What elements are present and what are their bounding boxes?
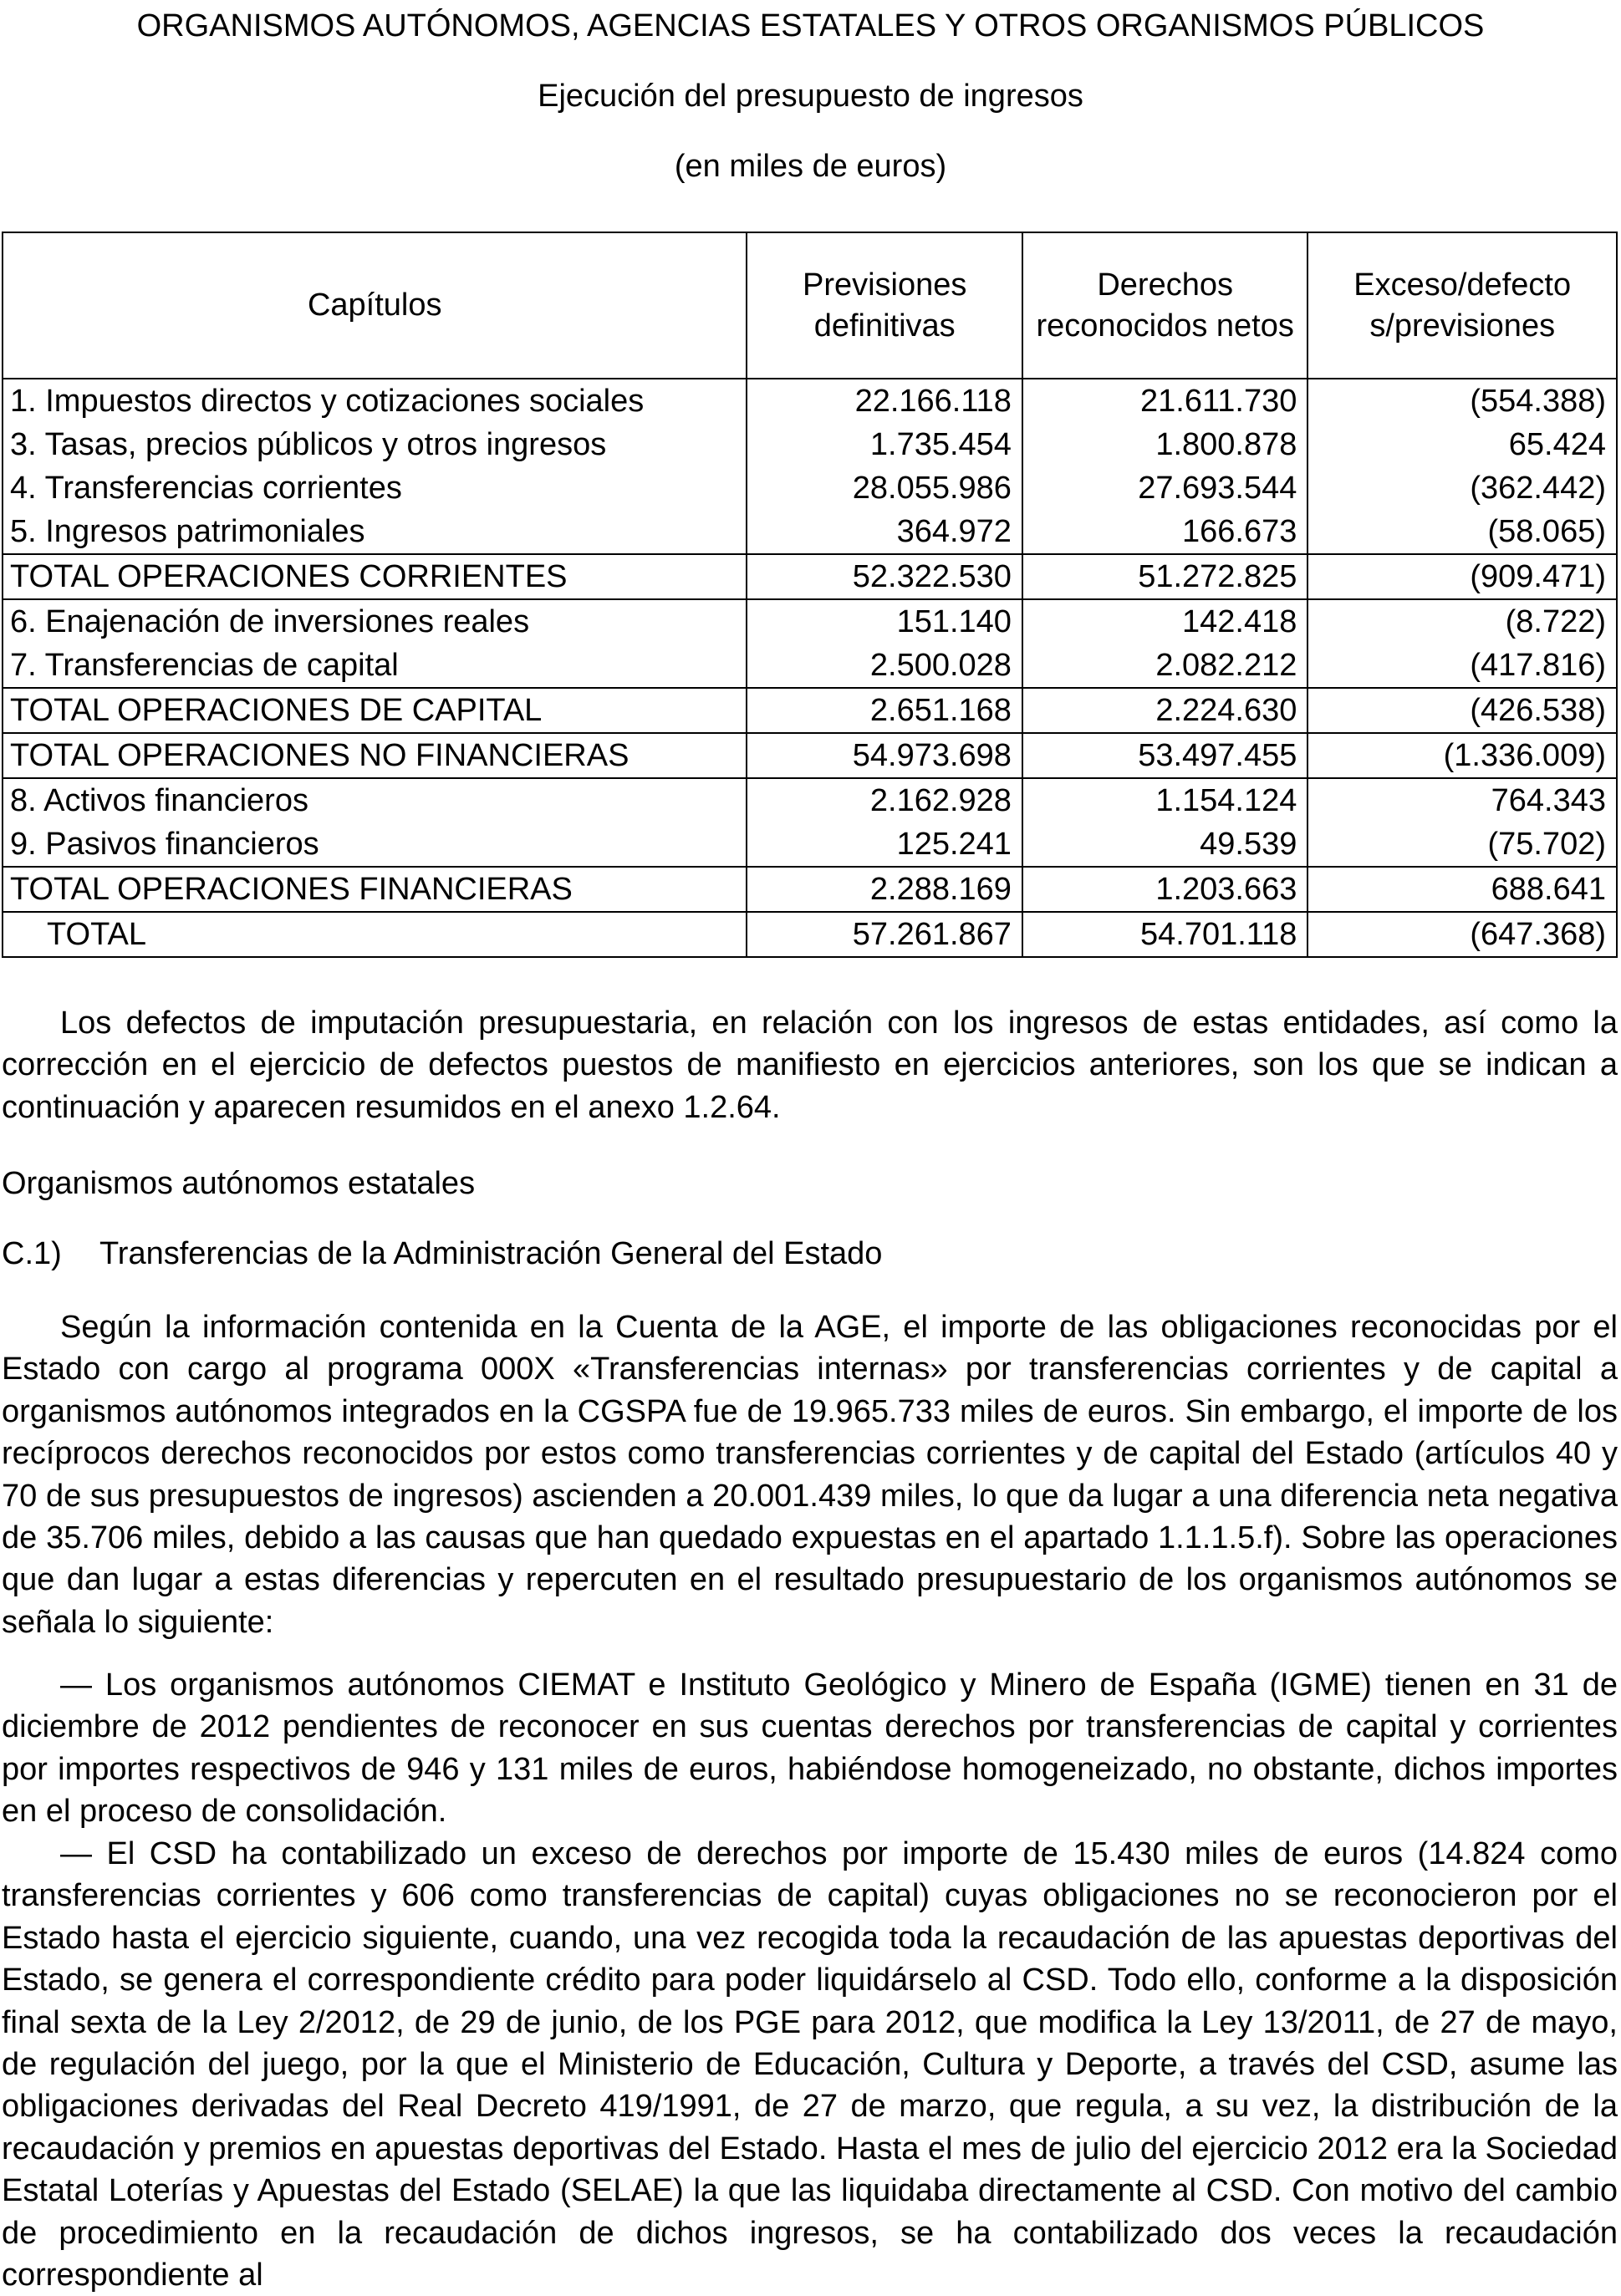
- table-title: Ejecución del presupuesto de ingresos: [538, 79, 1083, 114]
- row-forecast: 28.055.986: [747, 466, 1022, 510]
- row-rights: 21.611.730: [1022, 379, 1308, 423]
- table-total-row: [3, 554, 1617, 599]
- row-label: 3. Tasas, precios públicos y otros ingresos: [3, 423, 747, 466]
- row-forecast: 151.140: [747, 599, 1022, 644]
- budget-execution-table: [2, 232, 1618, 958]
- row-forecast: 2.500.028: [747, 644, 1022, 688]
- row-forecast: 2.288.169: [747, 867, 1022, 912]
- row-rights: 51.272.825: [1022, 554, 1308, 599]
- row-rights: 142.418: [1022, 599, 1308, 644]
- row-forecast: 54.973.698: [747, 733, 1022, 778]
- row-rights: 1.203.663: [1022, 867, 1308, 912]
- row-rights: 1.800.878: [1022, 423, 1308, 466]
- table-grand-total-row: [3, 912, 1617, 957]
- row-rights: 49.539: [1022, 822, 1308, 867]
- table-row: [3, 822, 1617, 867]
- paragraph-ciemat-igme: — Los organismos autónomos CIEMAT e Instituto Geológico y Minero de España (IGME) tienen en 31 de diciembre de 2012 pendientes de reconocer en sus cuentas derechos por transferencias de capital y corrientes por importes respectivos de 946 y 131 miles de euros, habiéndose homogeneizado, no obstante, dichos importes en el proceso de consolidación.: [2, 1667, 1618, 1830]
- table-total-row: [3, 688, 1617, 733]
- page-title: ORGANISMOS AUTÓNOMOS, AGENCIAS ESTATALES Y OTROS ORGANISMOS PÚBLICOS: [136, 8, 1485, 43]
- row-diff: (647.368): [1308, 912, 1617, 957]
- table-total-row: [3, 867, 1617, 912]
- subsection-title: Transferencias de la Administración General del Estado: [99, 1236, 883, 1271]
- row-label: TOTAL OPERACIONES FINANCIERAS: [3, 867, 747, 912]
- table-row: [3, 599, 1617, 644]
- paragraph-csd: — El CSD ha contabilizado un exceso de derechos por importe de 15.430 miles de euros (14.824 como transferencias corrientes y 606 como transferencias de capital) cuyas obligaciones no se reconocieron por el Estado hasta el ejercicio siguiente, cuando, una vez recogida toda la recaudación de las apuestas deportivas del Estado, se genera el correspondiente crédito para poder liquidárselo al CSD. Todo ello, conforme a la disposición final sexta de la Ley 2/2012, de 29 de junio, de los PGE para 2012, que modifica la Ley 13/2011, de 27 de mayo, de regulación del juego, por la que el Ministerio de Educación, Cultura y Deporte, a través del CSD, asume las obligaciones derivadas del Real Decreto 419/1991, de 27 de marzo, que regula, a su vez, la distribución de la recaudación y premios en apuestas deportivas del Estado. Hasta el mes de julio del ejercicio 2012 era la Sociedad Estatal Loterías y Apuestas del Estado (SELAE) la que las liquidaba directamente al CSD. Con motivo del cambio de procedimiento en la recaudación de dichos ingresos, se ha contabilizado dos veces la recaudación correspondiente al: [2, 1836, 1618, 2293]
- row-label: 6. Enajenación de inversiones reales: [3, 599, 747, 644]
- row-label: 9. Pasivos financieros: [3, 822, 747, 867]
- table-row: [3, 644, 1617, 688]
- row-forecast: 2.162.928: [747, 778, 1022, 822]
- units-caption: (en miles de euros): [674, 149, 947, 184]
- row-diff: (909.471): [1308, 554, 1617, 599]
- section-heading: Organismos autónomos estatales: [2, 1166, 476, 1201]
- row-rights: 2.224.630: [1022, 688, 1308, 733]
- row-label: 5. Ingresos patrimoniales: [3, 510, 747, 554]
- row-diff: 688.641: [1308, 867, 1617, 912]
- row-rights: 166.673: [1022, 510, 1308, 554]
- row-label: TOTAL: [3, 912, 747, 957]
- header-rights: Derechos reconocidos netos: [1022, 232, 1308, 379]
- row-diff: (426.538): [1308, 688, 1617, 733]
- row-forecast: 22.166.118: [747, 379, 1022, 423]
- row-rights: 2.082.212: [1022, 644, 1308, 688]
- subsection-heading: [2, 1233, 882, 1275]
- row-label: TOTAL OPERACIONES NO FINANCIERAS: [3, 733, 747, 778]
- row-diff: (75.702): [1308, 822, 1617, 867]
- row-forecast: 1.735.454: [747, 423, 1022, 466]
- row-diff: (1.336.009): [1308, 733, 1617, 778]
- row-diff: (554.388): [1308, 379, 1617, 423]
- row-forecast: 57.261.867: [747, 912, 1022, 957]
- row-label: 8. Activos financieros: [3, 778, 747, 822]
- table-row: [3, 510, 1617, 554]
- paragraph-transfers: Según la información contenida en la Cuenta de la AGE, el importe de las obligaciones reconocidas por el Estado con cargo al programa 000X «Transferencias internas» por transferencias corrientes y de capital a organismos autónomos integrados en la CGSPA fue de 19.965.733 miles de euros. Sin embargo, el importe de los recíprocos derechos reconocidos por estos como transferencias corrientes y de capital del Estado (artículos 40 y 70 de sus presupuestos de ingresos) ascienden a 20.001.439 miles, lo que da lugar a una diferencia neta negativa de 35.706 miles, debido a las causas que han quedado expuestas en el apartado 1.1.1.5.f). Sobre las operaciones que dan lugar a estas diferencias y repercuten en el resultado presupuestario de los organismos autónomos se señala lo siguiente:: [2, 1310, 1618, 1640]
- row-forecast: 2.651.168: [747, 688, 1022, 733]
- row-rights: 53.497.455: [1022, 733, 1308, 778]
- row-rights: 54.701.118: [1022, 912, 1308, 957]
- row-rights: 1.154.124: [1022, 778, 1308, 822]
- row-rights: 27.693.544: [1022, 466, 1308, 510]
- row-label: 1. Impuestos directos y cotizaciones sociales: [3, 379, 747, 423]
- row-forecast: 364.972: [747, 510, 1022, 554]
- row-label: 4. Transferencias corrientes: [3, 466, 747, 510]
- table-row: [3, 778, 1617, 822]
- row-forecast: 125.241: [747, 822, 1022, 867]
- row-label: TOTAL OPERACIONES DE CAPITAL: [3, 688, 747, 733]
- row-label: 7. Transferencias de capital: [3, 644, 747, 688]
- header-diff: Exceso/defecto s/previsiones: [1308, 232, 1617, 379]
- row-diff: (417.816): [1308, 644, 1617, 688]
- subsection-number: C.1): [2, 1236, 62, 1271]
- row-diff: (8.722): [1308, 599, 1617, 644]
- table-row: [3, 423, 1617, 466]
- row-diff: (58.065): [1308, 510, 1617, 554]
- row-diff: 764.343: [1308, 778, 1617, 822]
- table-total-row: [3, 733, 1617, 778]
- header-forecast: Previsiones definitivas: [747, 232, 1022, 379]
- paragraph-imputation-defects: Los defectos de imputación presupuestaria, en relación con los ingresos de estas entidades, así como la corrección en el ejercicio de defectos puestos de manifiesto en ejercicios anteriores, son los que se indican a continuación y aparecen resumidos en el anexo 1.2.64.: [2, 1005, 1618, 1125]
- table-header-row: [3, 232, 1617, 379]
- table-row: [3, 379, 1617, 423]
- row-forecast: 52.322.530: [747, 554, 1022, 599]
- row-diff: 65.424: [1308, 423, 1617, 466]
- table-row: [3, 466, 1617, 510]
- row-label: TOTAL OPERACIONES CORRIENTES: [3, 554, 747, 599]
- header-chapter: Capítulos: [3, 232, 747, 379]
- row-diff: (362.442): [1308, 466, 1617, 510]
